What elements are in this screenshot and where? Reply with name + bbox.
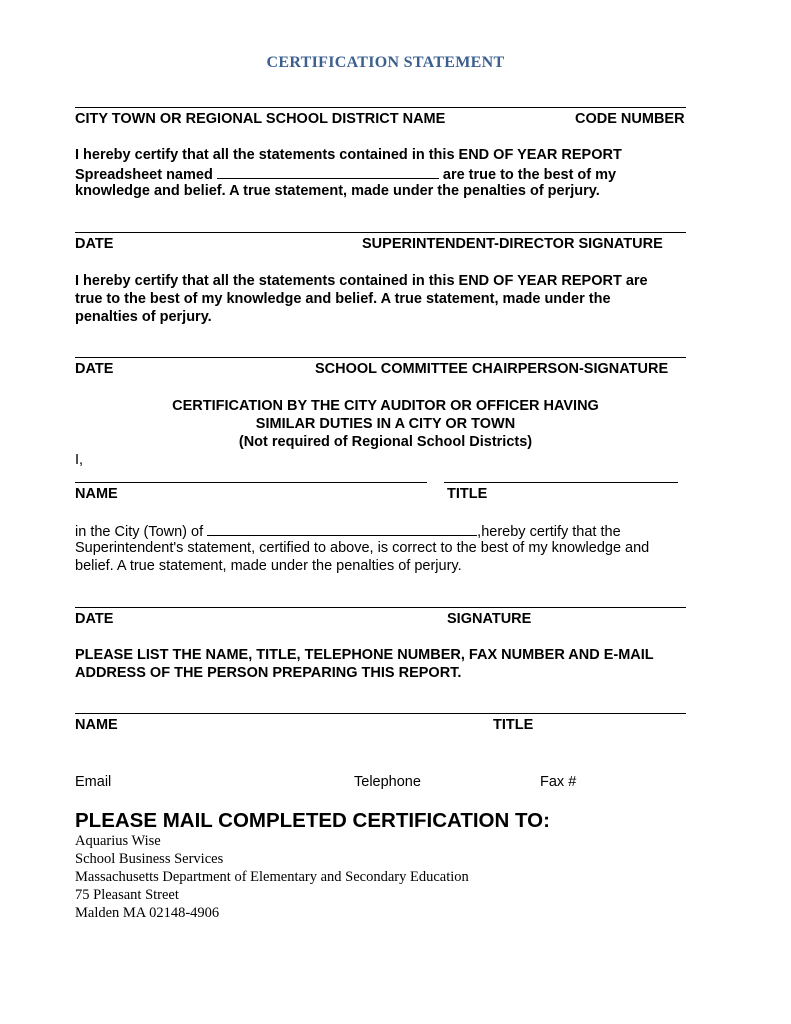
preparer-title-label: TITLE <box>493 717 534 733</box>
date-label-3: DATE <box>75 611 114 627</box>
mail-heading: PLEASE MAIL COMPLETED CERTIFICATION TO: <box>75 809 550 832</box>
certify-paragraph-2-line-1: I hereby certify that all the statements contained in this END OF YEAR REPORT are <box>75 273 648 289</box>
spreadsheet-named-label: Spreadsheet named <box>75 167 213 183</box>
mail-address-line-1: Aquarius Wise <box>75 833 161 849</box>
auditor-heading-line-2: SIMILAR DUTIES IN A CITY OR TOWN <box>255 416 516 432</box>
telephone-label: Telephone <box>354 774 421 790</box>
code-number-label: CODE NUMBER <box>575 111 685 127</box>
preparer-instruction-line-2: ADDRESS OF THE PERSON PREPARING THIS REPORT. <box>75 665 462 681</box>
mail-address-line-3: Massachusetts Department of Elementary and Secondary Education <box>75 869 469 885</box>
chairperson-signature-line[interactable] <box>75 357 686 358</box>
auditor-name-line[interactable] <box>75 482 427 483</box>
mail-address-line-5: Malden MA 02148-4906 <box>75 905 220 921</box>
auditor-name-label: NAME <box>75 486 118 502</box>
hereby-certify-label: ,hereby certify that the <box>477 524 621 540</box>
true-to-best-label: are true to the best of my <box>442 167 617 183</box>
auditor-heading-line-1: CERTIFICATION BY THE CITY AUDITOR OR OFFICER HAVING <box>172 398 599 414</box>
certify-paragraph-1-line-2 <box>75 164 616 184</box>
district-line[interactable] <box>75 107 686 108</box>
superintendent-signature-line[interactable] <box>75 232 686 233</box>
chairperson-signature-label: SCHOOL COMMITTEE CHAIRPERSON-SIGNATURE <box>315 361 669 377</box>
i-label: I, <box>75 452 84 468</box>
certify-paragraph-1-line-3: knowledge and belief. A true statement, made under the penalties of perjury. <box>75 183 600 199</box>
spreadsheet-name-field[interactable] <box>217 164 439 179</box>
fax-label: Fax # <box>540 774 577 790</box>
date-label-2: DATE <box>75 361 114 377</box>
email-label: Email <box>75 774 112 790</box>
auditor-paragraph-line-1 <box>75 521 621 541</box>
certify-paragraph-2-line-2: true to the best of my knowledge and belief. A true statement, made under the <box>75 291 611 307</box>
preparer-name-title-line[interactable] <box>75 713 686 714</box>
auditor-title-label: TITLE <box>447 486 488 502</box>
date-label-1: DATE <box>75 236 114 252</box>
page-title: CERTIFICATION STATEMENT <box>266 54 505 71</box>
city-town-of-label: in the City (Town) of <box>75 524 204 540</box>
auditor-paragraph-line-3: belief. A true statement, made under the penalties of perjury. <box>75 558 462 574</box>
city-town-field[interactable] <box>207 521 477 536</box>
preparer-name-label: NAME <box>75 717 118 733</box>
auditor-paragraph-line-2: Superintendent's statement, certified to above, is correct to the best of my knowledge and <box>75 540 650 556</box>
preparer-instruction-line-1: PLEASE LIST THE NAME, TITLE, TELEPHONE NUMBER, FAX NUMBER AND E-MAIL <box>75 647 654 663</box>
superintendent-signature-label: SUPERINTENDENT-DIRECTOR SIGNATURE <box>362 236 663 252</box>
auditor-heading-line-3: (Not required of Regional School Districts) <box>238 434 533 450</box>
mail-address-line-2: School Business Services <box>75 851 224 867</box>
auditor-signature-label: SIGNATURE <box>447 611 532 627</box>
auditor-signature-line[interactable] <box>75 607 686 608</box>
auditor-title-line[interactable] <box>444 482 678 483</box>
district-name-label: CITY TOWN OR REGIONAL SCHOOL DISTRICT NAME <box>75 111 446 127</box>
certify-paragraph-2-line-3: penalties of perjury. <box>75 309 212 325</box>
certify-paragraph-1-line-1: I hereby certify that all the statements contained in this END OF YEAR REPORT <box>75 147 622 163</box>
mail-address-line-4: 75 Pleasant Street <box>75 887 179 903</box>
